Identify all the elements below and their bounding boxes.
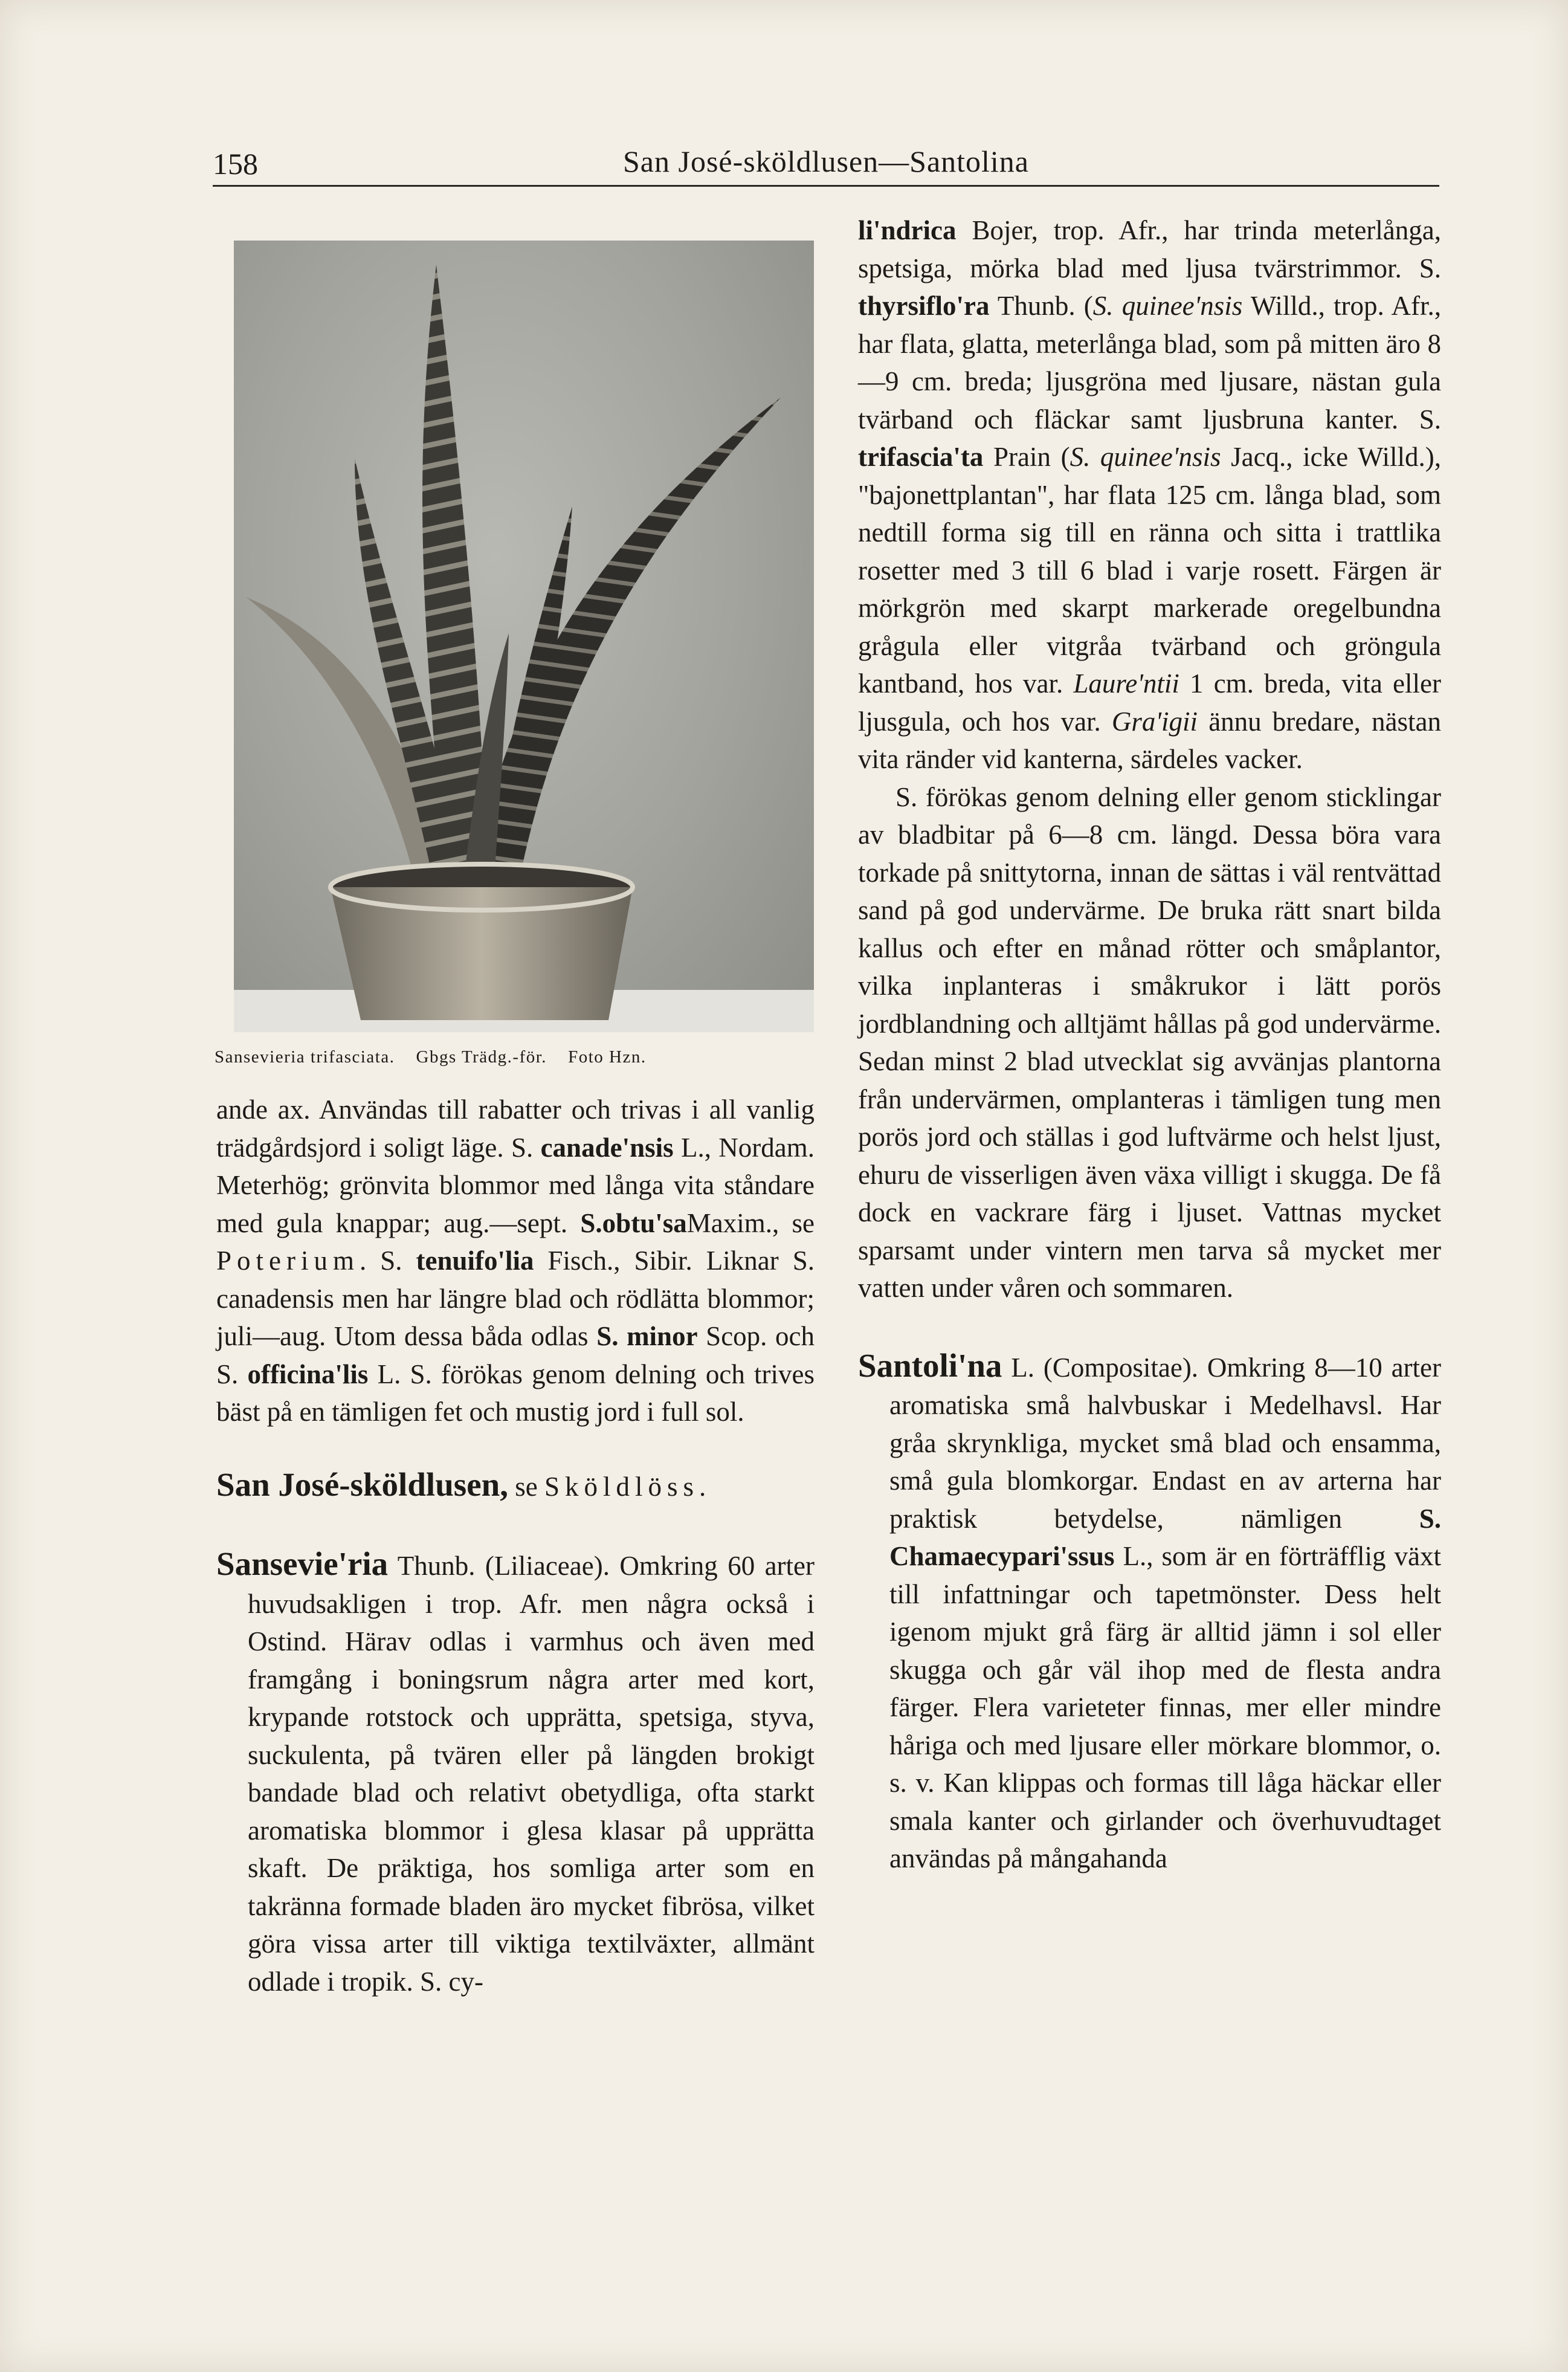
sansevieria-species-paragraph (858, 212, 1441, 778)
text-run: Maxim., se (686, 1207, 815, 1238)
left-column (216, 1091, 815, 2000)
bold-term: S. minor (596, 1321, 698, 1351)
text-run: se (508, 1471, 544, 1502)
entry-headword: Sansevie'ria (216, 1545, 389, 1582)
text-run: Willd., trop. Afr., har flata, glatta, meterlånga blad, som på mitten äro 8—9 cm. breda; ljusgröna med ljusare, nästan gula tvärband och fläckar samt ljusbruna kanter. S. (858, 291, 1441, 435)
text-run: Prain ( (983, 442, 1070, 472)
italic-term: S. quinee'nsis (1070, 442, 1221, 472)
bold-term: li'ndrica (858, 215, 957, 245)
text-run: L., som är en förträfflig växt till infattningar och tapetmönster. Dess helt igenom mjukt grå färg är alltid jämn i sol eller skugga och går väl ihop med de flesta andra färger. Flera varieteter finnas, mer eller mindre håriga och med ljusare eller mörkare blommor, o. s. v. Kan klippas och formas till låga häckar eller smala kanter och girlander och överhuvudtaget användas på mångahanda (889, 1541, 1441, 1873)
text-run: . (699, 1471, 706, 1502)
text-run: Thunb. ( (989, 291, 1093, 321)
text-run: Thunb. (Liliaceae). Omkring 60 arter huvudsakligen i trop. Afr. men några också i Ostind. Härav odlas i varmhus och även med framgång i boningsrum några arter med kort, krypande rotstock och upprätta, spetsiga, styva, suckulenta, på tvären eller på längden brokigt bandade blad och relativt obetydliga, ofta starkt aromatiska blommor i glesa klasar på upprätta skaft. De präktiga, hos somliga arter som en takränna formade bladen äro mycket fibrösa, vilket göra vissa arter till viktiga textilväxter, allmänt odlade i tropik. S. cy- (248, 1551, 815, 1997)
entry-headword: Santoli'na (858, 1346, 1002, 1384)
page-header (213, 139, 1439, 187)
entry-santolina (858, 1347, 1441, 1878)
bold-term: canade'nsis (540, 1132, 674, 1163)
text-run: . S. (360, 1246, 416, 1276)
bold-term: S.obtu'sa (580, 1207, 687, 1238)
text-run: ännu bredare, nästan vita ränder vid kanterna, särdeles vacker. (858, 706, 1441, 774)
header-rule (213, 185, 1439, 187)
text-run: S. förökas genom delning eller genom sticklingar av bladbitar på 6—8 cm. längd. Dessa böra vara torkade på snittytorna, innan de sättas i väl rentvättad sand på god undervärme. De bruka rätt snart bilda kallus och efter en månad rötter och småplantor, vilka inplanteras i småkrukor i lätt porös jordblandning och alltjämt hållas på god undervärme. Sedan minst 2 blad utvecklat sig avvänjas plantorna från undervärmen, omplanteras i tämligen tung men porös jord och ställas i god luftvärme och helst ljust, ehuru de visserligen även växa villigt i skugga. De få dock en vackrare färg i ljuset. Vattnas mycket sparsamt under vintern men tarva så mycket mer vatten under våren och sommaren. (858, 781, 1441, 1303)
running-head: San José-sköldlusen—Santolina (622, 144, 1030, 178)
sansevieria-illustration (234, 241, 814, 1032)
text-run: Fisch., Sibir. Liknar S. canadensis men har längre blad och rödlätta blommor; juli—aug. Utom dessa båda odlas (216, 1246, 815, 1351)
continuation-paragraph (216, 1091, 815, 1431)
text-run: Jacq., icke Willd.), "bajonettplantan", har flata 125 cm. långa blad, som nedtill forma sig till en ränna och sitta i trattlika rosetter med 3 till 6 blad i varje rosett. Färgen är mörkgrön med skarpt markerade oregelbundna grågula eller vitgråa tvärband och gröngula kantband, hos var. (858, 442, 1441, 699)
caption-photographer: Foto Hzn. (568, 1047, 647, 1067)
page-number: 158 (213, 147, 258, 181)
text-run: Bojer, trop. Afr., har trinda meterlånga, spetsiga, mörka blad med ljusa tvärstrimmor. S. (858, 215, 1441, 283)
italic-term: Laure'ntii (1073, 668, 1179, 699)
text-run: 1 cm. breda, vita eller ljusgula, och hos var. (858, 668, 1441, 737)
bold-term: S. Chamaecypari'ssus (889, 1503, 1441, 1571)
propagation-paragraph (858, 778, 1441, 1307)
entry-headword: San José-sköldlusen, (216, 1466, 508, 1503)
text-run: L. S. förökas genom delning och trives bäst på en tämligen fet och mustig jord i full sol. (216, 1359, 815, 1427)
text-run: ande ax. Användas till rabatter och trivas i all vanlig trädgårdsjord i soligt läge. S. (216, 1094, 815, 1163)
text-run: L., Nordam. Meterhög; grönvita blommor med långa vita ståndare med gula knappar; aug.—sept. (216, 1132, 815, 1238)
bold-term: thyrsiflo'ra (858, 291, 990, 321)
caption-source: Gbgs Trädg.-för. (416, 1047, 547, 1067)
text-run: Scop. och S. (216, 1321, 815, 1389)
bold-term: tenuifo'lia (416, 1246, 534, 1276)
bold-term: officina'lis (247, 1359, 369, 1389)
entry-san-jose-skoldlusen (216, 1466, 815, 1506)
entry-sansevieria (216, 1545, 815, 2000)
text-run: L. (Compositae). Omkring 8—10 arter aromatiska små halvbuskar i Medelhavsl. Har gråa skrynkliga, mycket små blad och ensamma, små gula blomkorgar. Endast en av arterna har praktisk betydelse, nämligen (889, 1352, 1441, 1534)
italic-term: Gra'igii (1111, 706, 1198, 737)
plant-photograph (234, 241, 814, 1032)
cross-reference: Sköldlöss (544, 1471, 700, 1502)
bold-term: trifascia'ta (858, 442, 984, 472)
caption-species: Sansevieria trifasciata. (215, 1047, 395, 1067)
cross-reference: Poterium (216, 1246, 360, 1276)
right-column (858, 212, 1441, 1878)
italic-term: S. quinee'nsis (1092, 291, 1243, 321)
figure-caption (215, 1047, 816, 1067)
